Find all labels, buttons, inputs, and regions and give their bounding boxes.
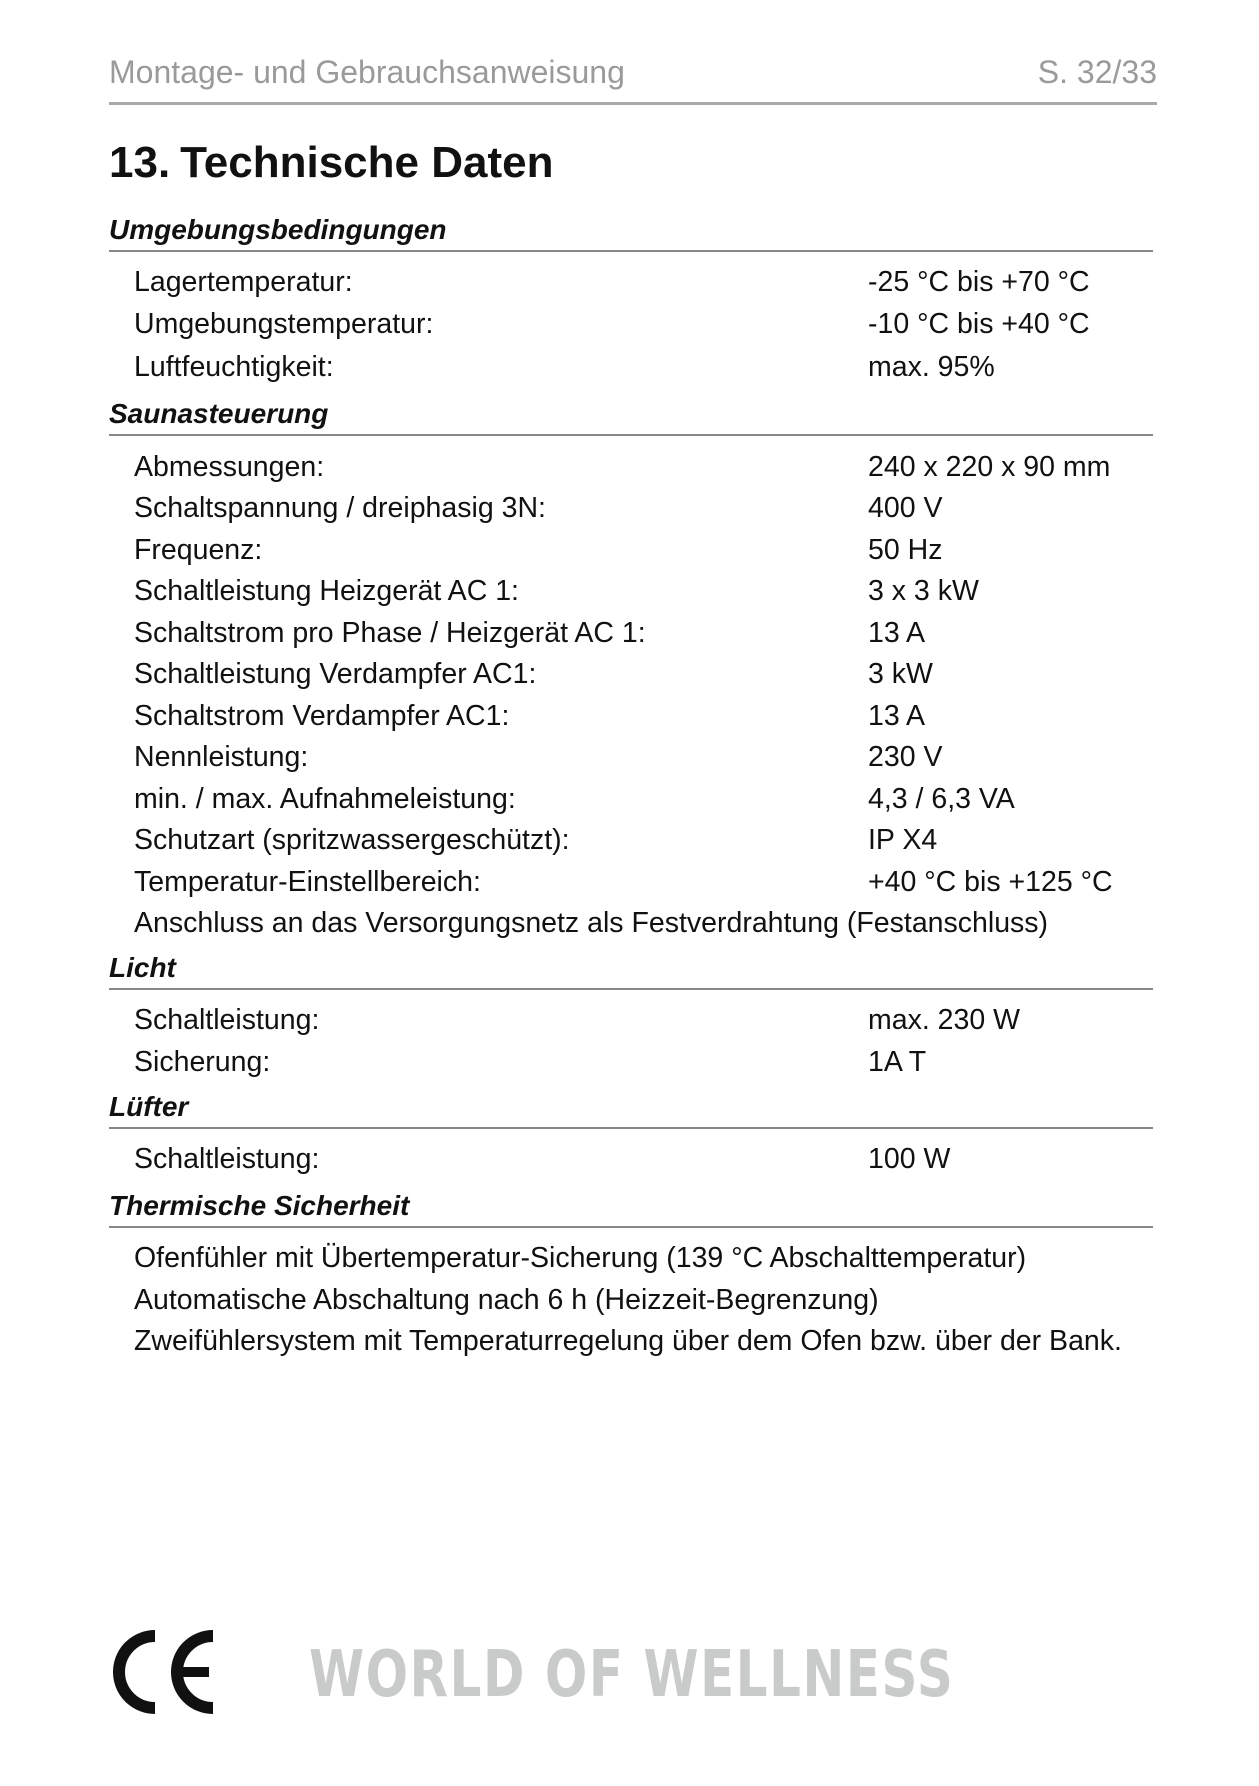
- brand-logo-text: WORLD OF WELLNESS: [309, 1638, 955, 1712]
- spec-label: Abmessungen:: [134, 451, 325, 483]
- spec-label: Schaltstrom pro Phase / Heizgerät AC 1:: [134, 617, 646, 649]
- spec-label: Lagertemperatur:: [134, 266, 353, 298]
- spec-value: 3 x 3 kW: [868, 575, 979, 607]
- section-heading: [109, 138, 553, 188]
- section-number: 13.: [109, 138, 171, 187]
- spec-row: [134, 740, 943, 774]
- spec-value: max. 230 W: [868, 1004, 1021, 1036]
- spec-row: [134, 616, 926, 650]
- spec-label: Schaltleistung Verdampfer AC1:: [134, 658, 537, 690]
- spec-label: Luftfeuchtigkeit:: [134, 351, 334, 383]
- spec-label: min. / max. Aufnahmeleistung:: [134, 783, 516, 815]
- spec-value: 13 A: [868, 700, 926, 732]
- spec-label: Schaltleistung Heizgerät AC 1:: [134, 575, 519, 607]
- spec-row: [134, 865, 1113, 899]
- spec-label: Schaltstrom Verdampfer AC1:: [134, 700, 510, 732]
- spec-row: [134, 265, 1090, 299]
- spec-row: [134, 574, 979, 608]
- spec-value: 13 A: [868, 617, 926, 649]
- spec-value: 230 V: [868, 741, 943, 773]
- spec-row: [134, 307, 1090, 341]
- spec-label: Sicherung:: [134, 1046, 271, 1078]
- spec-row: [134, 823, 938, 857]
- page-header: [109, 54, 1157, 105]
- spec-row: [134, 1045, 927, 1079]
- spec-row: [134, 1003, 1021, 1037]
- spec-line: Automatische Abschaltung nach 6 h (Heizzeit-Begrenzung): [134, 1284, 879, 1316]
- spec-label: Temperatur-Einstellbereich:: [134, 866, 481, 898]
- spec-value: -10 °C bis +40 °C: [868, 308, 1090, 340]
- spec-row: [134, 491, 943, 525]
- document-title: Montage- und Gebrauchsanweisung: [109, 54, 625, 90]
- subheading-luefter: Lüfter: [109, 1091, 1153, 1129]
- spec-row: [134, 657, 933, 691]
- spec-value: IP X4: [868, 824, 938, 856]
- spec-row: [134, 450, 1111, 484]
- page-number: S. 32/33: [1037, 54, 1157, 90]
- spec-value: -25 °C bis +70 °C: [868, 266, 1090, 298]
- section-title: Technische Daten: [180, 138, 554, 187]
- spec-row: [134, 350, 995, 384]
- subheading-licht: Licht: [109, 952, 1153, 990]
- spec-value: 3 kW: [868, 658, 933, 690]
- subheading-saunasteuerung: Saunasteuerung: [109, 398, 1153, 436]
- spec-label: Schutzart (spritzwassergeschützt):: [134, 824, 570, 856]
- ce-mark-icon: [109, 1630, 221, 1714]
- spec-line: Zweifühlersystem mit Temperaturregelung über dem Ofen bzw. über der Bank.: [134, 1325, 1122, 1357]
- spec-row: [134, 782, 1015, 816]
- subheading-thermische-sicherheit: Thermische Sicherheit: [109, 1190, 1153, 1228]
- spec-row: [134, 1142, 951, 1176]
- spec-label: Nennleistung:: [134, 741, 309, 773]
- spec-value: +40 °C bis +125 °C: [868, 866, 1113, 898]
- spec-row: [134, 699, 926, 733]
- spec-label: Frequenz:: [134, 534, 263, 566]
- spec-value: 400 V: [868, 492, 943, 524]
- spec-row: [134, 533, 943, 567]
- spec-value: 50 Hz: [868, 534, 943, 566]
- spec-value: 1A T: [868, 1046, 927, 1078]
- spec-value: 100 W: [868, 1143, 951, 1175]
- subheading-umgebungsbedingungen: Umgebungsbedingungen: [109, 214, 1153, 252]
- spec-label: Umgebungstemperatur:: [134, 308, 434, 340]
- spec-label: Schaltspannung / dreiphasig 3N:: [134, 492, 546, 524]
- page-footer: [109, 1630, 1159, 1720]
- spec-value: 240 x 220 x 90 mm: [868, 451, 1111, 483]
- spec-note: Anschluss an das Versorgungsnetz als Festverdrahtung (Festanschluss): [134, 907, 1049, 939]
- spec-label: Schaltleistung:: [134, 1143, 320, 1175]
- spec-value: 4,3 / 6,3 VA: [868, 783, 1015, 815]
- spec-label: Schaltleistung:: [134, 1004, 320, 1036]
- spec-line: Ofenfühler mit Übertemperatur-Sicherung (139 °C Abschalttemperatur): [134, 1242, 1027, 1274]
- spec-value: max. 95%: [868, 351, 995, 383]
